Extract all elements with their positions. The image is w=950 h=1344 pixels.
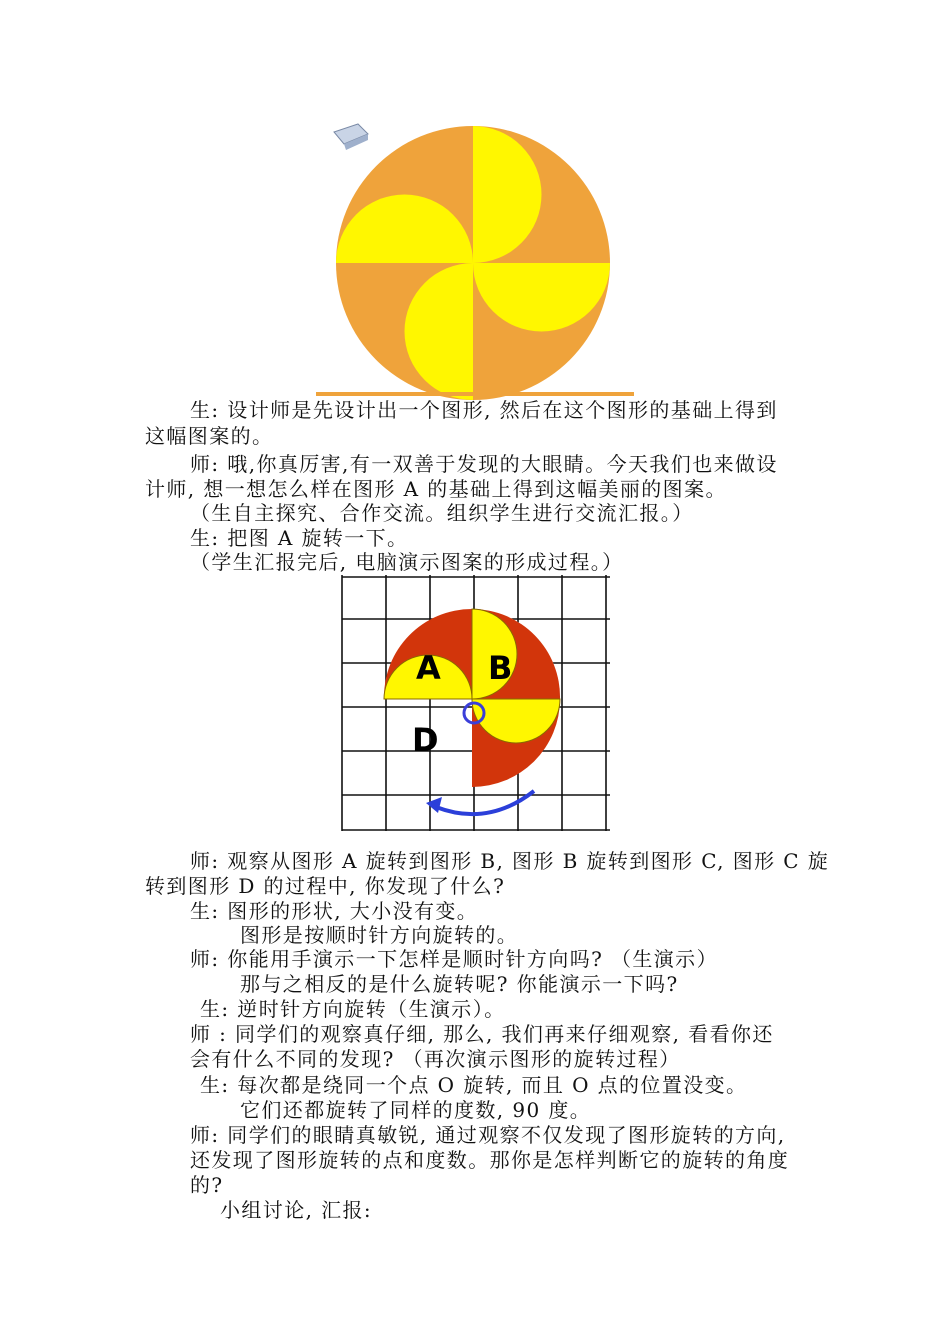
text-line: 它们还都旋转了同样的度数, 90 度。: [240, 1098, 592, 1122]
pinwheel-pattern-figure: [310, 118, 640, 400]
text-line: 生: 逆时针方向旋转（生演示）。: [200, 997, 506, 1021]
text-line: 这幅图案的。: [145, 424, 274, 448]
base-line: [316, 392, 634, 396]
decorative-gem-icon: [334, 124, 368, 150]
text-line: 师: 你能用手演示一下怎样是顺时针方向吗? （生演示）: [190, 947, 718, 971]
text-line: 师: 观察从图形 A 旋转到图形 B, 图形 B 旋转到图形 C, 图形 C 旋: [190, 849, 830, 873]
text-line: （学生汇报完后, 电脑演示图案的形成过程。）: [190, 550, 624, 574]
shape-b: [472, 609, 560, 699]
text-line: 师: 同学们的眼睛真敏锐, 通过观察不仅发现了图形旋转的方向,: [190, 1123, 786, 1147]
rotation-grid-figure: [338, 575, 614, 833]
label-d: D: [412, 721, 439, 759]
text-line: 还发现了图形旋转的点和度数。那你是怎样判断它的旋转的角度: [190, 1148, 790, 1172]
text-line: 计师, 想一想怎么样在图形 A 的基础上得到这幅美丽的图案。: [145, 477, 727, 501]
label-b: B: [488, 649, 513, 687]
text-line: 师 : 同学们的观察真仔细, 那么, 我们再来仔细观察, 看看你还: [190, 1022, 774, 1046]
text-line: 转到图形 D 的过程中, 你发现了什么?: [145, 874, 506, 898]
text-line: （生自主探究、合作交流。组织学生进行交流汇报。）: [190, 501, 694, 525]
text-line: 生: 把图 A 旋转一下。: [190, 526, 409, 550]
text-line: 那与之相反的是什么旋转呢? 你能演示一下吗?: [240, 972, 679, 996]
text-line: 图形是按顺时针方向旋转的。: [240, 923, 519, 947]
text-line: 师: 哦,你真厉害,有一双善于发现的大眼睛。今天我们也来做设: [190, 452, 778, 476]
text-line: 生: 每次都是绕同一个点 O 旋转, 而且 O 点的位置没变。: [200, 1073, 748, 1097]
text-line: 会有什么不同的发现? （再次演示图形的旋转过程）: [190, 1047, 681, 1071]
label-a: A: [416, 649, 441, 687]
text-line: 小组讨论, 汇报:: [220, 1198, 373, 1222]
text-line: 的?: [190, 1173, 224, 1197]
text-line: 生: 图形的形状, 大小没有变。: [190, 899, 479, 923]
text-line: 生: 设计师是先设计出一个图形, 然后在这个图形的基础上得到: [190, 398, 778, 422]
